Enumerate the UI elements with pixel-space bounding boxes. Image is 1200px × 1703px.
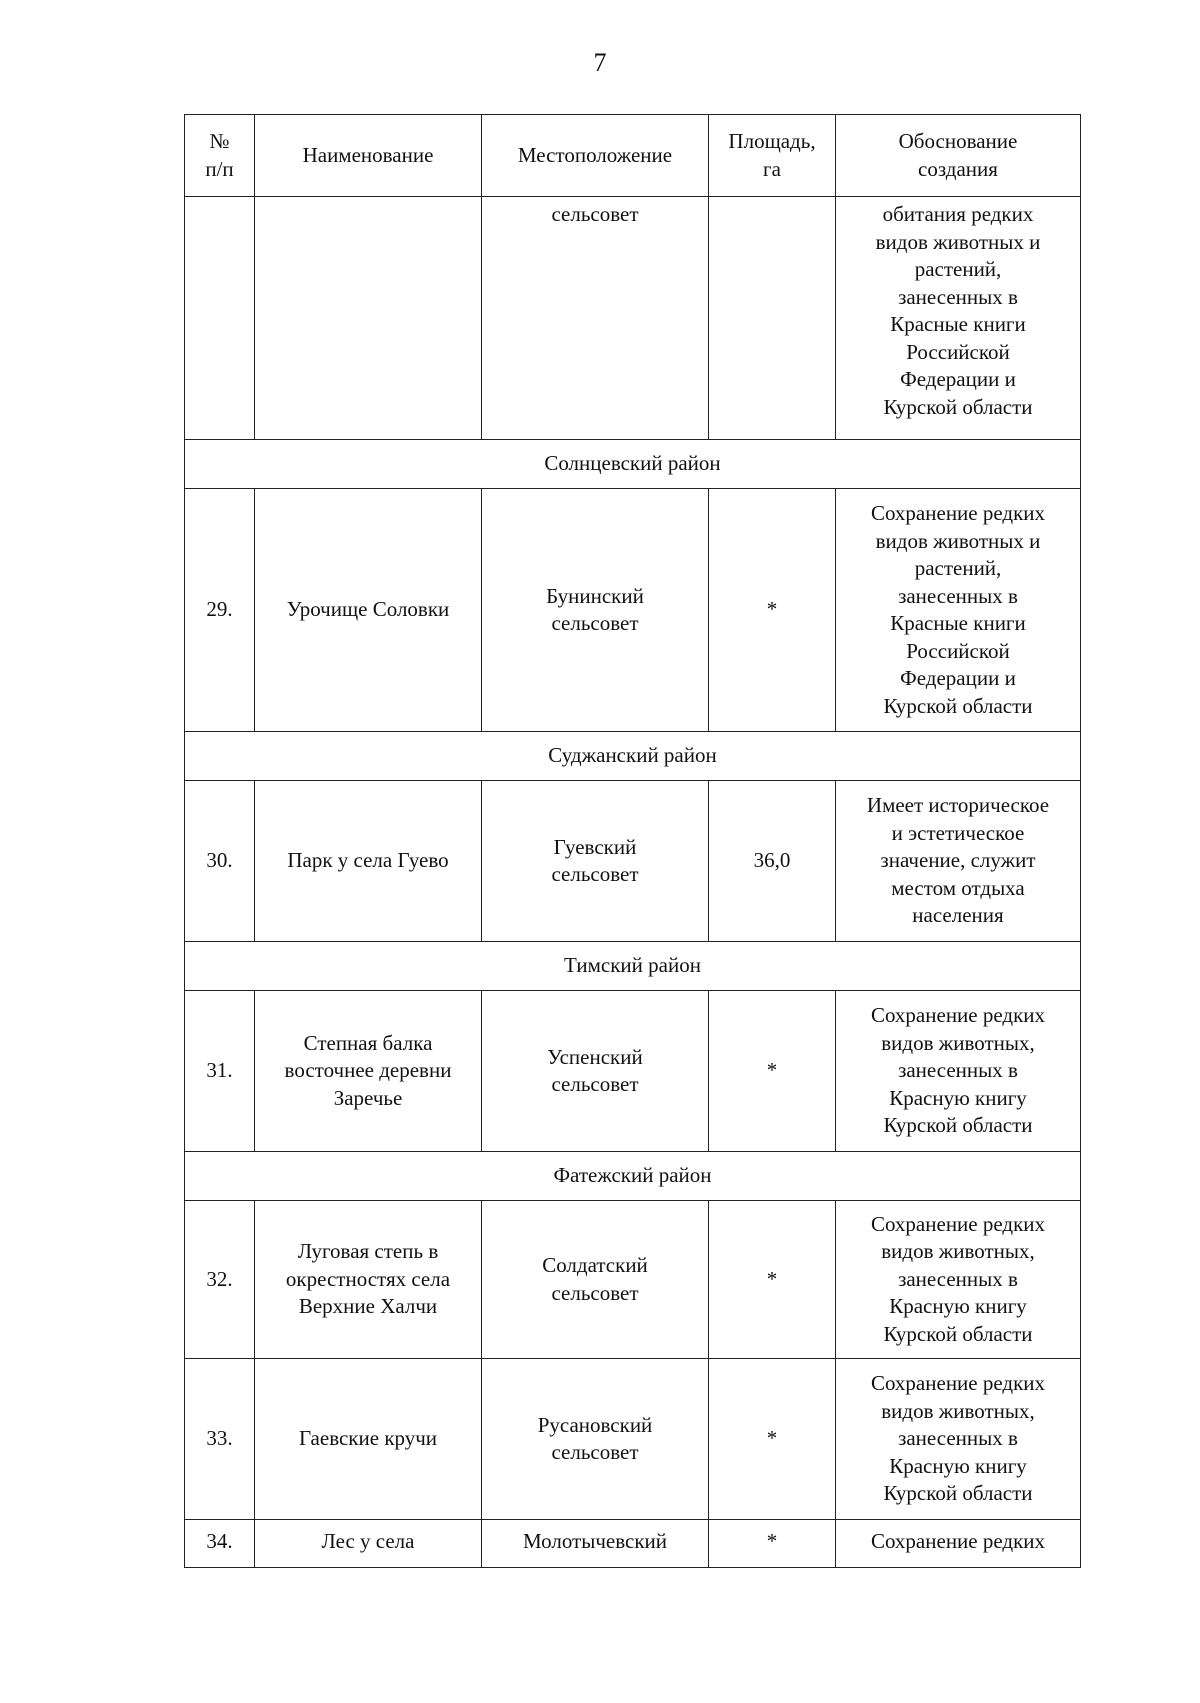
- cell-num: 34.: [185, 1520, 255, 1568]
- cell-reason: Сохранение редких видов животных, занесенных в Красную книгу Курской области: [836, 991, 1081, 1152]
- table-row: [185, 1201, 1081, 1359]
- protected-areas-table: [184, 114, 1081, 1568]
- table-row: [185, 1359, 1081, 1520]
- cell-area: 36,0: [709, 781, 836, 942]
- cell-reason: Сохранение редких видов животных, занесенных в Красную книгу Курской области: [836, 1359, 1081, 1520]
- cell-location: Гуевский сельсовет: [482, 781, 709, 942]
- district-title: Суджанский район: [185, 732, 1081, 781]
- cell-name: Гаевские кручи: [255, 1359, 482, 1520]
- cell-reason: Сохранение редких видов животных, занесенных в Красную книгу Курской области: [836, 1201, 1081, 1359]
- cell-area: *: [709, 489, 836, 732]
- district-row-solntsevsky: [185, 440, 1081, 489]
- header-area: Площадь, га: [709, 115, 836, 197]
- cell-location: Солдатский сельсовет: [482, 1201, 709, 1359]
- cell-num: 29.: [185, 489, 255, 732]
- cell-area: *: [709, 1359, 836, 1520]
- cell-location: Успенский сельсовет: [482, 991, 709, 1152]
- cell-name: Степная балка восточнее деревни Заречье: [255, 991, 482, 1152]
- cell-name: Урочище Соловки: [255, 489, 482, 732]
- district-row-sudzhansky: [185, 732, 1081, 781]
- district-title: Фатежский район: [185, 1152, 1081, 1201]
- cell-location: Бунинский сельсовет: [482, 489, 709, 732]
- district-title: Тимский район: [185, 942, 1081, 991]
- cell-num: 33.: [185, 1359, 255, 1520]
- table-row: [185, 991, 1081, 1152]
- district-row-timsky: [185, 942, 1081, 991]
- cell-reason: Имеет историческое и эстетическое значение, служит местом отдыха населения: [836, 781, 1081, 942]
- cell-location: Русановский сельсовет: [482, 1359, 709, 1520]
- cell-area: [709, 197, 836, 440]
- cell-name: Луговая степь в окрестностях села Верхние Халчи: [255, 1201, 482, 1359]
- header-reason: Обоснование создания: [836, 115, 1081, 197]
- cell-reason: обитания редких видов животных и растений, занесенных в Красные книги Российской Федерации и Курской области: [836, 197, 1081, 440]
- header-num: № п/п: [185, 115, 255, 197]
- cell-name: Парк у села Гуево: [255, 781, 482, 942]
- cell-location: сельсовет: [482, 197, 709, 440]
- cell-num: 30.: [185, 781, 255, 942]
- page-number: 7: [593, 48, 607, 77]
- cell-area: *: [709, 1201, 836, 1359]
- table-row-continued: [185, 197, 1081, 440]
- cell-reason: Сохранение редких видов животных и растений, занесенных в Красные книги Российской Федерации и Курской области: [836, 489, 1081, 732]
- cell-location: Молотычевский: [482, 1520, 709, 1568]
- district-title: Солнцевский район: [185, 440, 1081, 489]
- cell-num: [185, 197, 255, 440]
- table-row: [185, 489, 1081, 732]
- table-row: [185, 1520, 1081, 1568]
- cell-name: [255, 197, 482, 440]
- cell-area: *: [709, 991, 836, 1152]
- cell-reason: Сохранение редких: [836, 1520, 1081, 1568]
- header-location: Местоположение: [482, 115, 709, 197]
- table-header-row: [185, 115, 1081, 197]
- cell-num: 32.: [185, 1201, 255, 1359]
- table-row: [185, 781, 1081, 942]
- district-row-fatezhsky: [185, 1152, 1081, 1201]
- cell-area: *: [709, 1520, 836, 1568]
- header-name: Наименование: [255, 115, 482, 197]
- cell-name: Лес у села: [255, 1520, 482, 1568]
- cell-num: 31.: [185, 991, 255, 1152]
